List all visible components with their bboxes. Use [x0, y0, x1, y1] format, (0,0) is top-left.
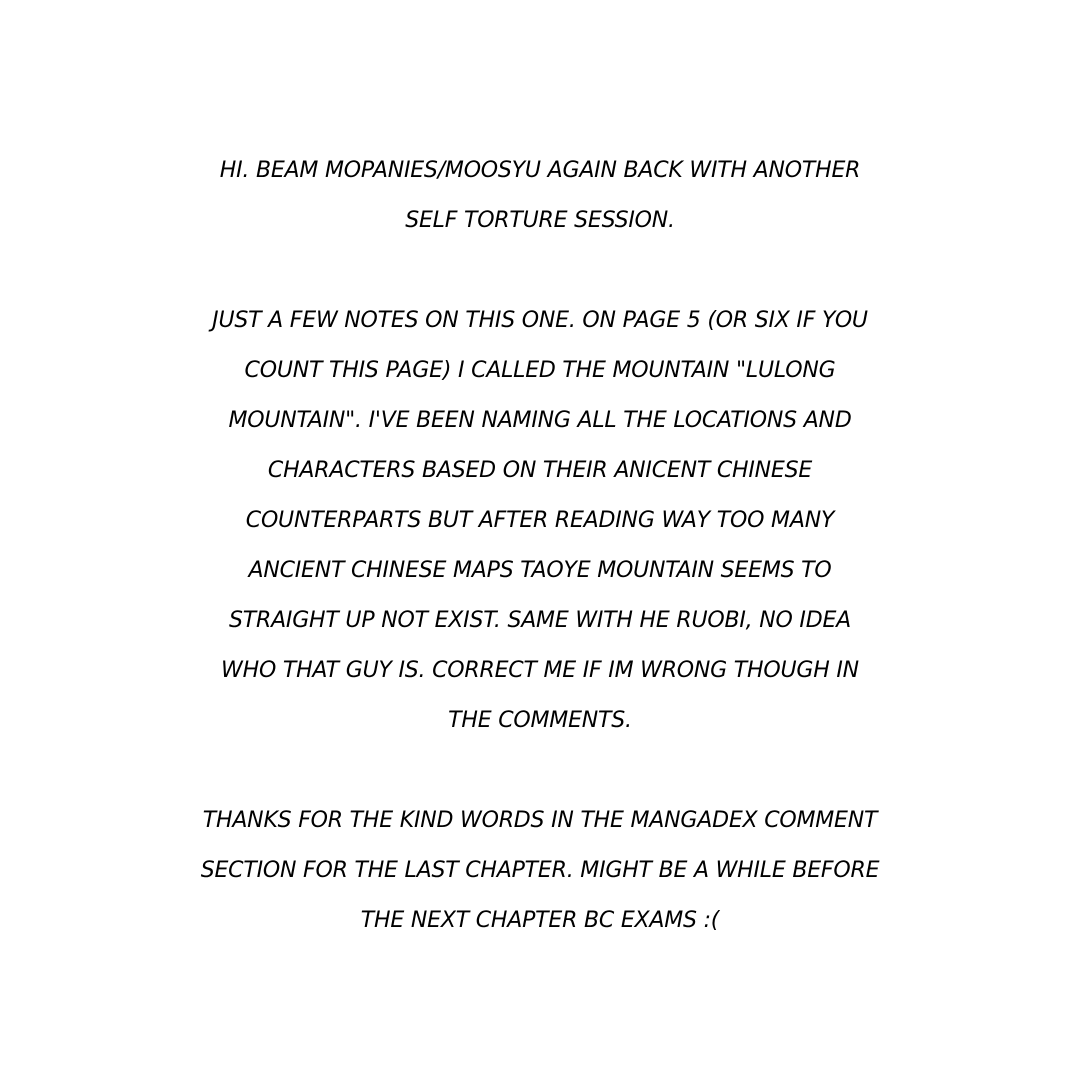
note-line: WHO THAT GUY IS. CORRECT ME IF IM WRONG THOUGH IN [221, 658, 859, 683]
note-line: SECTION FOR THE LAST CHAPTER. MIGHT BE A WHILE BEFORE [200, 858, 880, 883]
author-note [90, 146, 990, 946]
note-line: THANKS FOR THE KIND WORDS IN THE MANGADEX COMMENT [202, 808, 878, 833]
note-line: JUST A FEW NOTES ON THIS ONE. ON PAGE 5 (OR SIX IF YOU [212, 308, 868, 333]
note-line: THE COMMENTS. [448, 708, 632, 733]
paragraph-gap [90, 246, 990, 296]
note-paragraph-notes [90, 296, 990, 746]
note-line: SELF TORTURE SESSION. [405, 208, 675, 233]
note-line: HI. BEAM MOPANIES/MOOSYU AGAIN BACK WITH ANOTHER [219, 158, 861, 183]
note-line: CHARACTERS BASED ON THEIR ANICENT CHINESE [267, 458, 813, 483]
note-paragraph-thanks [90, 796, 990, 946]
paragraph-gap [90, 746, 990, 796]
note-line: STRAIGHT UP NOT EXIST. SAME WITH HE RUOBI, NO IDEA [228, 608, 852, 633]
note-line: COUNTERPARTS BUT AFTER READING WAY TOO MANY [245, 508, 835, 533]
note-line: THE NEXT CHAPTER BC EXAMS :( [360, 908, 720, 933]
note-line: ANCIENT CHINESE MAPS TAOYE MOUNTAIN SEEMS TO [248, 558, 832, 583]
note-line: MOUNTAIN". I'VE BEEN NAMING ALL THE LOCATIONS AND [228, 408, 852, 433]
note-paragraph-intro [90, 146, 990, 246]
note-line: COUNT THIS PAGE) I CALLED THE MOUNTAIN "LULONG [244, 358, 836, 383]
